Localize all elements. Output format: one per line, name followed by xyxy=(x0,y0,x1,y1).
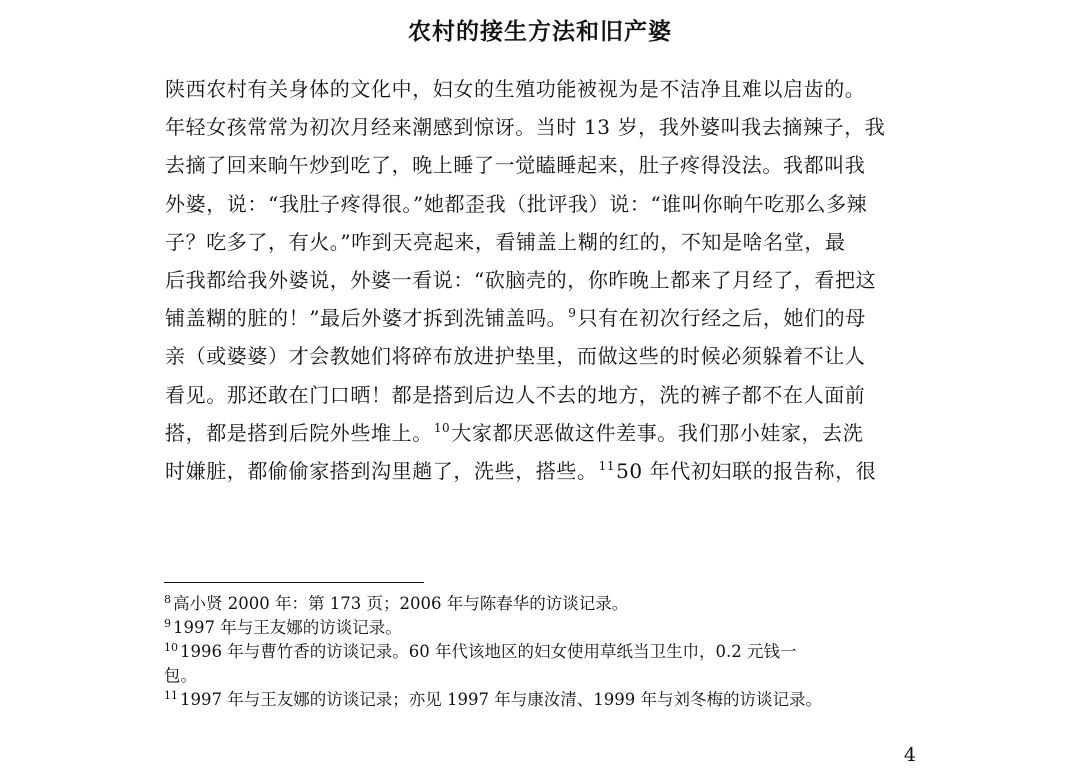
line-text: 铺盖糊的脏的！”最后外婆才拆到洗铺盖吗。 xyxy=(165,306,568,331)
footnote-text: 包。 xyxy=(164,666,197,685)
paragraph-line xyxy=(165,452,925,490)
paragraph-line xyxy=(165,414,925,452)
footnote-ref: 10 xyxy=(433,420,451,435)
paragraph-line xyxy=(165,223,925,261)
footnote-number: 8 xyxy=(164,593,171,606)
line-text: 看见。那还敢在门口晒！都是搭到后边人不去的地方，洗的裤子都不在人面前 xyxy=(165,382,866,407)
line-text: 子？吃多了，有火。”咋到天亮起来，看铺盖上糊的红的，不知是啥名堂，最 xyxy=(165,229,846,254)
line-text: 去摘了回来晌午炒到吃了，晚上睡了一觉瞌睡起来，肚子疼得没法。我都叫我 xyxy=(165,153,866,178)
footnote xyxy=(164,688,934,712)
footnote-text: 1996 年与曹竹香的访谈记录。60 年代该地区的妇女使用草纸当卫生巾，0.2 元钱一 xyxy=(180,642,797,661)
line-text: 外婆，说：“我肚子疼得很。”她都歪我（批评我）说：“谁叫你晌午吃那么多辣 xyxy=(165,191,868,216)
footnote-number: 9 xyxy=(164,617,171,630)
footnote-ref: 11 xyxy=(598,458,616,473)
footnote-ref: 9 xyxy=(568,306,577,321)
paragraph-line xyxy=(165,376,925,414)
section-title: 农村的接生方法和旧产婆 xyxy=(408,19,672,45)
paragraph-line xyxy=(165,108,925,146)
body-paragraph xyxy=(165,70,925,490)
line-text-after-ref: 只有在初次行经之后，她们的母 xyxy=(577,306,866,331)
line-text-after-ref: 大家都厌恶做这件差事。我们那小娃家，去洗 xyxy=(451,420,864,445)
line-text: 后我都给我外婆说，外婆一看说：“砍脑壳的，你昨晚上都来了月经了，看把这 xyxy=(165,267,877,292)
footnote-continuation xyxy=(164,664,934,688)
paragraph-line xyxy=(165,185,925,223)
footnote xyxy=(164,592,934,616)
footnote-number: 11 xyxy=(164,689,178,702)
line-text: 搭，都是搭到后院外些堆上。 xyxy=(165,420,433,445)
footnote-text: 1997 年与王友娜的访谈记录。 xyxy=(173,618,402,637)
line-text: 时嫌脏，都偷偷家搭到沟里趟了，洗些，搭些。 xyxy=(165,458,598,483)
paragraph-line xyxy=(165,146,925,184)
footnote xyxy=(164,640,934,664)
footnote-number: 10 xyxy=(164,641,178,654)
paragraph-line xyxy=(165,299,925,337)
footnote-text: 高小贤 2000 年：第 173 页；2006 年与陈春华的访谈记录。 xyxy=(173,594,629,613)
footnote xyxy=(164,616,934,640)
footnotes xyxy=(164,592,934,712)
footnote-text: 1997 年与王友娜的访谈记录；亦见 1997 年与康汝清、1999 年与刘冬梅的访谈记录。 xyxy=(180,690,822,709)
page-number: 4 xyxy=(903,744,916,766)
paragraph-line xyxy=(165,70,925,108)
line-text: 年轻女孩常常为初次月经来潮感到惊讶。当时 13 岁，我外婆叫我去摘辣子，我 xyxy=(165,115,886,140)
line-text: 亲（或婆婆）才会教她们将碎布放进护垫里，而做这些的时候必须躲着不让人 xyxy=(165,344,866,369)
line-text-after-ref: 50 年代初妇联的报告称，很 xyxy=(616,458,877,483)
paragraph-line xyxy=(165,261,925,299)
paragraph-line xyxy=(165,337,925,375)
line-text: 陕西农村有关身体的文化中，妇女的生殖功能被视为是不洁净且难以启齿的。 xyxy=(165,77,866,101)
footnote-divider xyxy=(164,582,424,583)
